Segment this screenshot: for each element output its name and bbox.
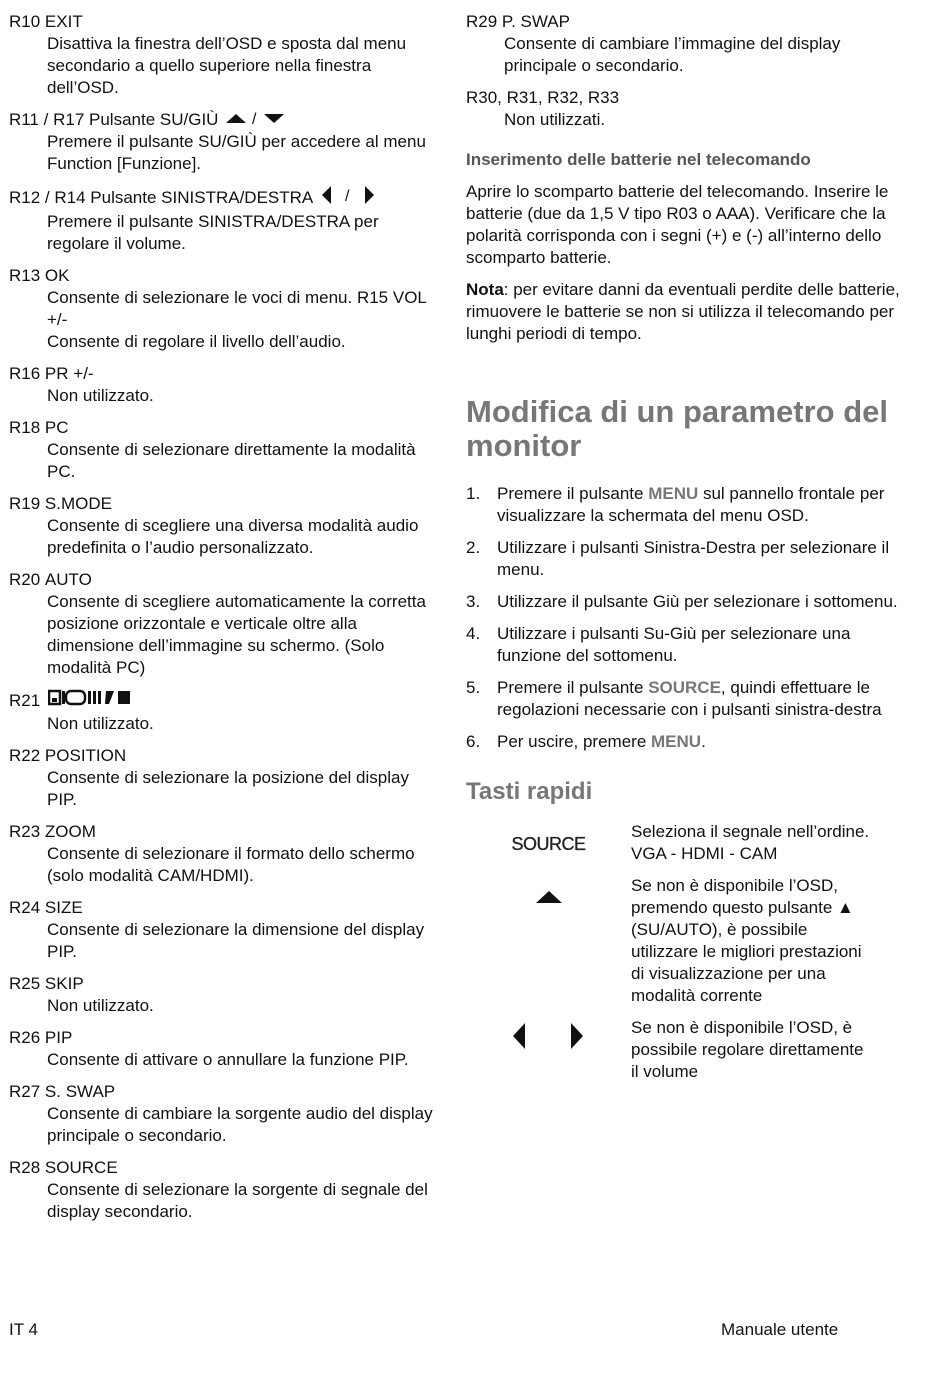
batteries-heading: Inserimento delle batterie nel telecomando	[466, 150, 811, 169]
entry-title: S. SWAP	[44, 1082, 116, 1101]
entry-title: ZOOM	[44, 822, 96, 841]
step-number: 5.	[466, 678, 481, 697]
entry-title: P. SWAP	[501, 12, 570, 31]
step-text	[497, 731, 706, 753]
hotkey-desc: Se non è disponibile l’OSD, è possibile regolare direttamente il volume	[631, 1018, 864, 1081]
step-text	[497, 537, 906, 581]
step-number: 1.	[466, 484, 481, 503]
right-column	[466, 11, 906, 1093]
entry-code: R18	[9, 418, 41, 437]
entry-title: S.MODE	[44, 494, 112, 513]
note-text: : per evitare danni da eventuali perdite delle batterie, rimuovere le batterie se non si utilizza il telecomando per lunghi periodi di tempo.	[466, 280, 900, 343]
entry-code: R30, R31, R32, R33	[466, 88, 620, 107]
note-label: Nota	[466, 280, 504, 299]
left-right-key	[466, 1017, 631, 1083]
svg-text:/: /	[345, 188, 350, 205]
up-arrow-icon	[535, 889, 563, 911]
entry-r25	[9, 973, 439, 1017]
entry-title: OK	[44, 266, 70, 285]
entry-title: SOURCE	[44, 1158, 118, 1177]
entry-code: R27	[9, 1082, 41, 1101]
entry-desc: Non utilizzato.	[47, 386, 154, 405]
left-column	[9, 11, 439, 1233]
step-text-pre: Premere il pulsante	[497, 678, 649, 697]
entry-r11-r17	[9, 109, 439, 175]
entry-desc: Consente di selezionare il formato dello schermo (solo modalità CAM/HDMI).	[47, 844, 415, 885]
entry-desc: Consente di selezionare la sorgente di segnale del display secondario.	[47, 1180, 428, 1221]
entry-code: R16	[9, 364, 41, 383]
step-text	[497, 483, 906, 527]
step-text-pre: Per uscire, premere	[497, 732, 651, 751]
entry-code: R29	[466, 12, 498, 31]
entry-desc: Non utilizzati.	[504, 110, 606, 129]
entry-r23	[9, 821, 439, 887]
entry-code: R24	[9, 898, 41, 917]
step-text-post: , quindi effettuare le regolazioni necessarie con i pulsanti sinistra-destra	[497, 678, 882, 719]
modify-heading: Modifica di un parametro del monitor	[466, 394, 888, 463]
playback-buttons-icon	[48, 689, 132, 713]
left-right-arrows-icon	[321, 185, 379, 211]
entry-desc: Consente di cambiare l’immagine del display principale o secondario.	[504, 34, 841, 75]
step	[466, 623, 906, 667]
page-number: IT 4	[9, 1320, 38, 1339]
entry-r21	[9, 689, 439, 735]
entry-code: R19	[9, 494, 41, 513]
entry-desc: Disattiva la finestra dell’OSD e sposta dal menu secondario a quello superiore nella finestra dell’OSD.	[47, 34, 407, 97]
source-key	[466, 821, 631, 865]
entry-r16	[9, 363, 439, 407]
entry-r12-r14	[9, 185, 439, 255]
entry-title: Pulsante SINISTRA/DESTRA	[90, 188, 314, 207]
step-number: 2.	[466, 538, 481, 557]
step-text-post: sul pannello frontale per visualizzare la schermata del menu OSD.	[497, 484, 885, 525]
entry-title: EXIT	[44, 12, 83, 31]
entry-code: R23	[9, 822, 41, 841]
hotkey-desc: Se non è disponibile l’OSD, premendo questo pulsante ▲ (SU/AUTO), è possibile utilizzare le migliori prestazioni di visualizzazione per una modalità corrente	[631, 876, 862, 1005]
step-text	[497, 591, 898, 613]
step-number: 6.	[466, 732, 481, 751]
entry-desc: Consente di scegliere automaticamente la corretta posizione orizzontale e verticale oltre alla dimensione dell’immagine su schermo. (Solo modalità PC)	[47, 592, 426, 677]
entry-r30-r33	[466, 87, 906, 131]
source-key-label: SOURCE	[511, 834, 586, 854]
entry-r29	[466, 11, 906, 77]
entry-code: R25	[9, 974, 41, 993]
entry-title: PC	[44, 418, 69, 437]
entry-desc-2: Consente di regolare il livello dell’audio.	[47, 332, 346, 351]
entry-title: Pulsante SU/GIÙ	[89, 110, 219, 129]
entry-desc: Consente di selezionare direttamente la modalità PC.	[47, 440, 416, 481]
entry-desc: Consente di cambiare la sorgente audio del display principale o secondario.	[47, 1104, 433, 1145]
entry-r28	[9, 1157, 439, 1223]
hotkeys-heading: Tasti rapidi	[466, 778, 593, 805]
entry-code: R13	[9, 266, 41, 285]
step-text-pre: Premere il pulsante	[497, 484, 649, 503]
entry-desc: Consente di attivare o annullare la funzione PIP.	[47, 1050, 409, 1069]
entry-title: SIZE	[44, 898, 83, 917]
document-title: Manuale utente	[721, 1320, 839, 1339]
step-number: 4.	[466, 624, 481, 643]
entry-title: SKIP	[44, 974, 84, 993]
step	[466, 537, 906, 581]
step-text	[497, 677, 906, 721]
up-key	[466, 875, 631, 1007]
hotkey-up-row	[466, 875, 906, 1007]
modify-steps	[466, 483, 906, 753]
left-right-arrows-icon	[511, 1021, 587, 1057]
step-keyword: MENU	[648, 484, 699, 503]
entry-code: R26	[9, 1028, 41, 1047]
entry-code: R20	[9, 570, 41, 589]
entry-desc: Non utilizzato.	[47, 714, 154, 733]
step-text-pre: Utilizzare i pulsanti Su-Giù per selezionare una funzione del sottomenu.	[497, 624, 851, 665]
entry-desc: Premere il pulsante SU/GIÙ per accedere al menu Function [Funzione].	[47, 132, 426, 173]
step-text-post: .	[701, 732, 706, 751]
step-text	[497, 623, 906, 667]
batteries-text: Aprire lo scomparto batterie del telecomando. Inserire le batterie (due da 1,5 V tipo R03 o AAA). Verificare che la polarità corrisponda con i segni (+) e (-) all’interno dello scomparto batterie.	[466, 182, 889, 267]
entry-r18	[9, 417, 439, 483]
entry-r26	[9, 1027, 439, 1071]
step	[466, 731, 906, 753]
step-text-pre: Utilizzare i pulsanti Sinistra-Destra per selezionare il menu.	[497, 538, 890, 579]
entry-title: PIP	[44, 1028, 73, 1047]
step-number: 3.	[466, 592, 481, 611]
entry-code: R11 / R17	[9, 110, 85, 129]
entry-r19	[9, 493, 439, 559]
entry-desc: Consente di scegliere una diversa modalità audio predefinita o l’audio personalizzato.	[47, 516, 419, 557]
entry-r10	[9, 11, 439, 99]
step	[466, 591, 906, 613]
entry-r24	[9, 897, 439, 963]
entry-r13	[9, 265, 439, 353]
entry-code: R22	[9, 746, 41, 765]
entry-title: POSITION	[44, 746, 127, 765]
entry-r27	[9, 1081, 439, 1147]
hotkey-source-row	[466, 821, 906, 865]
entry-code: R10	[9, 12, 41, 31]
hotkey-desc: Seleziona il segnale nell’ordine. VGA - HDMI - CAM	[631, 822, 870, 863]
entry-code: R12 / R14	[9, 188, 86, 207]
step-text-pre: Utilizzare il pulsante Giù per selezionare i sottomenu.	[497, 592, 898, 611]
entry-desc: Non utilizzato.	[47, 996, 154, 1015]
step	[466, 677, 906, 721]
entry-desc: Premere il pulsante SINISTRA/DESTRA per regolare il volume.	[47, 212, 379, 253]
step	[466, 483, 906, 527]
entry-desc: Consente di selezionare la posizione del display PIP.	[47, 768, 409, 809]
entry-code: R28	[9, 1158, 41, 1177]
entry-desc: Consente di selezionare la dimensione del display PIP.	[47, 920, 425, 961]
svg-text:/: /	[252, 111, 257, 125]
entry-r20	[9, 569, 439, 679]
entry-r22	[9, 745, 439, 811]
entry-code: R21	[9, 691, 41, 710]
entry-desc: Consente di selezionare le voci di menu. R15 VOL +/-	[47, 288, 427, 329]
entry-title: AUTO	[44, 570, 92, 589]
hotkey-left-right-row	[466, 1017, 906, 1083]
step-keyword: SOURCE	[648, 678, 721, 697]
batteries-note	[466, 279, 906, 345]
step-keyword: MENU	[651, 732, 702, 751]
entry-title: PR +/-	[44, 364, 94, 383]
up-down-arrows-icon	[226, 109, 288, 131]
